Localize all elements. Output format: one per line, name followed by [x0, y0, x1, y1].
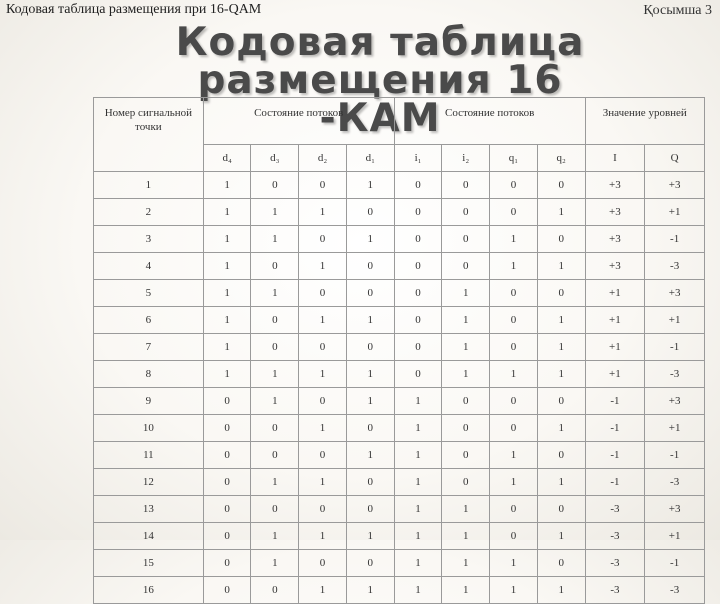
table-cell: 1	[299, 469, 347, 496]
table-cell: 0	[394, 334, 442, 361]
table-cell: -1	[645, 550, 705, 577]
point-number-cell: 11	[94, 442, 204, 469]
table-header-row	[94, 98, 705, 145]
table-cell: 1	[537, 307, 585, 334]
table-cell: 0	[537, 550, 585, 577]
top-caption: Кодовая таблица размещения при 16-QAM	[6, 2, 262, 17]
table-cell: 1	[203, 172, 251, 199]
table-cell: 0	[537, 442, 585, 469]
table-cell: 1	[442, 496, 490, 523]
table-cell: 0	[490, 280, 538, 307]
table-cell: 0	[442, 415, 490, 442]
table-cell: 1	[442, 280, 490, 307]
table-cell: 1	[346, 577, 394, 604]
table-row	[94, 172, 705, 199]
table-cell: 0	[442, 199, 490, 226]
table-cell: +1	[585, 307, 645, 334]
table-cell: 1	[394, 469, 442, 496]
table-cell: -3	[645, 361, 705, 388]
table-row	[94, 226, 705, 253]
table-cell: 0	[537, 280, 585, 307]
subheader-cell: d₃	[251, 145, 299, 172]
header-levels: Значение уровней	[585, 98, 704, 145]
table-cell: 1	[251, 361, 299, 388]
table-cell: 0	[442, 226, 490, 253]
point-number-cell: 10	[94, 415, 204, 442]
table-cell: 0	[537, 496, 585, 523]
table-cell: 1	[394, 550, 442, 577]
table-cell: -1	[645, 442, 705, 469]
table-cell: 0	[442, 172, 490, 199]
table-cell: 1	[346, 388, 394, 415]
table-cell: 0	[490, 415, 538, 442]
table-cell: 0	[203, 442, 251, 469]
table-cell: 1	[251, 226, 299, 253]
table-cell: 1	[394, 496, 442, 523]
table-cell: +3	[645, 496, 705, 523]
table-cell: 0	[299, 226, 347, 253]
table-cell: 0	[346, 253, 394, 280]
table-cell: 1	[251, 523, 299, 550]
table-cell: 1	[203, 361, 251, 388]
table-cell: -1	[585, 415, 645, 442]
table-row	[94, 199, 705, 226]
table-cell: 1	[442, 361, 490, 388]
table-cell: 0	[394, 307, 442, 334]
table-row	[94, 442, 705, 469]
subheader-cell: i₁	[394, 145, 442, 172]
table-cell: -3	[645, 577, 705, 604]
table-cell: 0	[346, 199, 394, 226]
subheader-cell: q₂	[537, 145, 585, 172]
table-row	[94, 307, 705, 334]
table-cell: 1	[299, 307, 347, 334]
table-cell: 1	[442, 307, 490, 334]
table-row	[94, 334, 705, 361]
table-cell: 0	[299, 442, 347, 469]
table-cell: -1	[585, 388, 645, 415]
table-cell: -1	[645, 226, 705, 253]
table-cell: 0	[442, 469, 490, 496]
table-cell: 1	[203, 253, 251, 280]
table-cell: 0	[251, 172, 299, 199]
table-cell: 0	[203, 415, 251, 442]
table-cell: 0	[346, 469, 394, 496]
table-cell: 1	[537, 415, 585, 442]
table-cell: 1	[299, 253, 347, 280]
table-cell: 0	[490, 496, 538, 523]
table-cell: +3	[645, 172, 705, 199]
table-cell: 1	[537, 199, 585, 226]
table-cell: 1	[394, 415, 442, 442]
subheader-cell: Q	[645, 145, 705, 172]
table-cell: 1	[251, 388, 299, 415]
table-cell: 0	[442, 442, 490, 469]
table-cell: 1	[299, 361, 347, 388]
point-number-cell: 5	[94, 280, 204, 307]
table-row	[94, 469, 705, 496]
table-cell: 1	[394, 388, 442, 415]
point-number-cell: 13	[94, 496, 204, 523]
table-cell: 1	[490, 550, 538, 577]
header-point-number: Номер сигнальной точки	[94, 98, 204, 172]
table-cell: 1	[299, 523, 347, 550]
table-cell: 1	[537, 469, 585, 496]
table-cell: 1	[251, 280, 299, 307]
table-cell: 0	[394, 172, 442, 199]
table-cell: 0	[490, 523, 538, 550]
subheader-cell: d₁	[346, 145, 394, 172]
table-cell: 0	[251, 442, 299, 469]
header-streams-iq: Состояние потоков	[394, 98, 585, 145]
table-cell: 0	[442, 388, 490, 415]
table-row	[94, 415, 705, 442]
table-cell: +1	[645, 523, 705, 550]
table-cell: 1	[203, 334, 251, 361]
point-number-cell: 6	[94, 307, 204, 334]
table-cell: +3	[585, 199, 645, 226]
table-cell: 1	[490, 253, 538, 280]
table-cell: 0	[346, 550, 394, 577]
table-cell: 0	[299, 496, 347, 523]
table-cell: +3	[645, 280, 705, 307]
table-cell: 0	[203, 388, 251, 415]
table-cell: 1	[490, 577, 538, 604]
table-cell: 0	[203, 523, 251, 550]
table-cell: +3	[585, 226, 645, 253]
table-cell: 0	[203, 550, 251, 577]
table-row	[94, 550, 705, 577]
point-number-cell: 8	[94, 361, 204, 388]
point-number-cell: 12	[94, 469, 204, 496]
table-cell: 1	[394, 442, 442, 469]
table-cell: 0	[442, 253, 490, 280]
table-cell: 0	[537, 226, 585, 253]
subheader-cell: d₂	[299, 145, 347, 172]
table-cell: 1	[394, 577, 442, 604]
table-cell: -1	[585, 469, 645, 496]
table-cell: +1	[585, 280, 645, 307]
code-table	[93, 97, 705, 604]
table-cell: 0	[394, 199, 442, 226]
table-cell: 0	[251, 307, 299, 334]
subheader-cell: d₄	[203, 145, 251, 172]
table-cell: 1	[299, 415, 347, 442]
table-cell: 1	[203, 226, 251, 253]
table-cell: -1	[585, 442, 645, 469]
table-cell: 0	[251, 577, 299, 604]
table-cell: 1	[346, 361, 394, 388]
subheader-cell: i₂	[442, 145, 490, 172]
table-cell: -3	[645, 253, 705, 280]
table-cell: 0	[251, 415, 299, 442]
table-cell: 0	[203, 577, 251, 604]
table-cell: 1	[490, 442, 538, 469]
table-row	[94, 388, 705, 415]
table-cell: -3	[585, 496, 645, 523]
point-number-cell: 15	[94, 550, 204, 577]
table-body	[94, 172, 705, 604]
table-cell: 1	[442, 523, 490, 550]
table-cell: 1	[346, 307, 394, 334]
table-cell: 1	[394, 523, 442, 550]
table-cell: 0	[299, 550, 347, 577]
title-line-1: Кодовая таблица размещения 16	[175, 20, 585, 103]
table-cell: 1	[203, 199, 251, 226]
table-cell: -3	[585, 523, 645, 550]
table-cell: 1	[251, 469, 299, 496]
table-cell: 0	[490, 388, 538, 415]
table-cell: 0	[346, 280, 394, 307]
table-cell: 0	[346, 415, 394, 442]
table-cell: +1	[585, 334, 645, 361]
table-row	[94, 280, 705, 307]
table-cell: 0	[251, 334, 299, 361]
table-cell: 1	[442, 334, 490, 361]
table-cell: 1	[537, 253, 585, 280]
table-cell: 0	[537, 388, 585, 415]
table-cell: -1	[645, 334, 705, 361]
table-cell: 1	[442, 577, 490, 604]
table-cell: -3	[645, 469, 705, 496]
table-cell: +1	[645, 415, 705, 442]
subheader-cell: I	[585, 145, 645, 172]
point-number-cell: 14	[94, 523, 204, 550]
point-number-cell: 16	[94, 577, 204, 604]
table-cell: 1	[442, 550, 490, 577]
table-cell: +3	[585, 172, 645, 199]
appendix-label: Қосымша 3	[643, 3, 712, 18]
point-number-cell: 7	[94, 334, 204, 361]
table-cell: 0	[251, 253, 299, 280]
table-cell: 1	[299, 577, 347, 604]
table-cell: 1	[537, 361, 585, 388]
table-cell: 0	[490, 199, 538, 226]
table-cell: 0	[203, 469, 251, 496]
table-cell: +1	[585, 361, 645, 388]
table-cell: 1	[346, 523, 394, 550]
table-cell: 1	[537, 523, 585, 550]
point-number-cell: 9	[94, 388, 204, 415]
table-cell: 0	[394, 253, 442, 280]
table-cell: 0	[346, 496, 394, 523]
table-cell: +3	[585, 253, 645, 280]
table-cell: 1	[346, 226, 394, 253]
table-cell: 0	[299, 334, 347, 361]
table-cell: 0	[251, 496, 299, 523]
point-number-cell: 1	[94, 172, 204, 199]
table-cell: 0	[490, 334, 538, 361]
table-cell: 0	[490, 172, 538, 199]
table-cell: 1	[346, 172, 394, 199]
table-cell: 0	[394, 226, 442, 253]
table-cell: 0	[299, 172, 347, 199]
table-cell: 1	[537, 334, 585, 361]
table-cell: 0	[394, 280, 442, 307]
table-cell: 0	[299, 280, 347, 307]
table-cell: +1	[645, 307, 705, 334]
table-cell: 0	[299, 388, 347, 415]
table-cell: -3	[585, 577, 645, 604]
subheader-cell: q₁	[490, 145, 538, 172]
table-row	[94, 496, 705, 523]
table-row	[94, 523, 705, 550]
table-cell: 1	[251, 550, 299, 577]
point-number-cell: 3	[94, 226, 204, 253]
table-row	[94, 253, 705, 280]
table-cell: +1	[645, 199, 705, 226]
header-streams-d: Состояние потоков	[203, 98, 394, 145]
table-cell: 1	[490, 361, 538, 388]
table-row	[94, 577, 705, 604]
table-cell: 0	[394, 361, 442, 388]
table-cell: -3	[585, 550, 645, 577]
point-number-cell: 4	[94, 253, 204, 280]
table-cell: 1	[490, 226, 538, 253]
table-cell: 1	[203, 307, 251, 334]
table-row	[94, 361, 705, 388]
table-cell: 0	[203, 496, 251, 523]
table-cell: 0	[346, 334, 394, 361]
table-cell: 1	[299, 199, 347, 226]
title-line-2: -КАМ	[319, 96, 441, 141]
table-cell: 0	[490, 307, 538, 334]
table-cell: 1	[490, 469, 538, 496]
table-cell: 0	[537, 172, 585, 199]
table-cell: +3	[645, 388, 705, 415]
table-cell: 1	[251, 199, 299, 226]
point-number-cell: 2	[94, 199, 204, 226]
table-cell: 1	[346, 442, 394, 469]
table-cell: 1	[537, 577, 585, 604]
table-cell: 1	[203, 280, 251, 307]
